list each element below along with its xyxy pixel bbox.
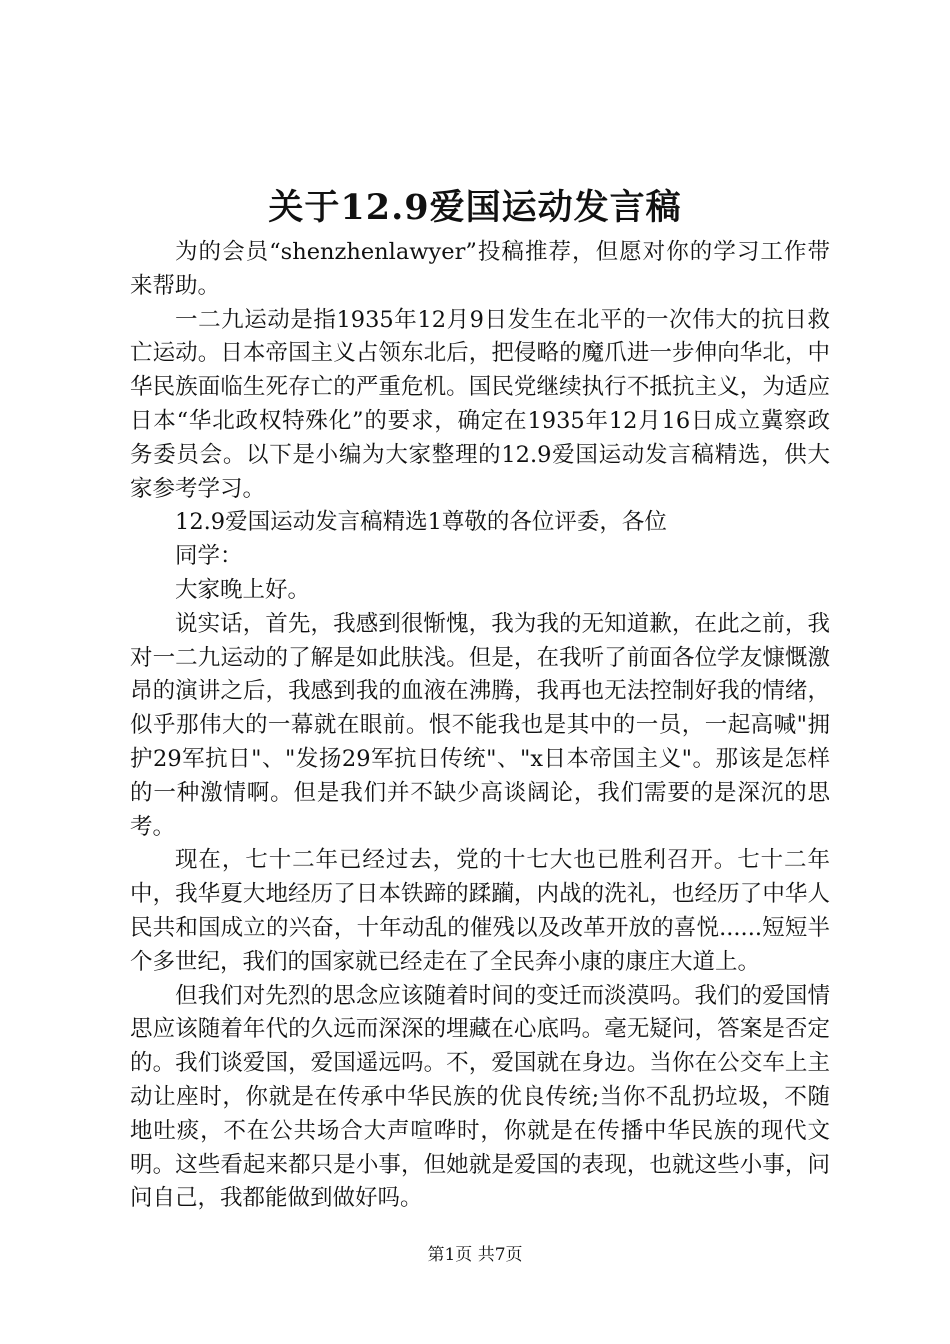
paragraph-salutation: 同学： [175, 543, 243, 570]
paragraph-greeting: 大家晚上好。 [175, 576, 311, 603]
paragraph-history: 现在，七十二年已经过去，党的十七大也已胜利召开。七十二年中，我华夏大地经历了日本铁蹄的蹂躏，内战的洗礼，也经历了中华人民共和国成立的兴奋，十年动乱的催残以及改革开放的喜悦......短短半个多世纪，我们的国家就已经走在了全民奔小康的康庄大道上。 [130, 847, 830, 975]
paragraph-background: 一二九运动是指1935年12月9日发生在北平的一次伟大的抗日救亡运动。日本帝国主义占领东北后，把侵略的魔爪进一步伸向华北，中华民族面临生死存亡的严重危机。国民党继续执行不抵抗主义，为适应日本“华北政权特殊化”的要求，确定在1935年12月16日成立冀察政务委员会。以下是小编为大家整理的12.9爱国运动发言稿精选，供大家参考学习。 [130, 306, 830, 502]
paragraph-speech-heading: 12.9爱国运动发言稿精选1尊敬的各位评委，各位 [175, 509, 667, 536]
paragraph-reflection: 说实话，首先，我感到很惭愧，我为我的无知道歉，在此之前，我对一二九运动的了解是如此肤浅。但是，在我听了前面各位学友慷慨激昂的演讲之后，我感到我的血液在沸腾，我再也无法控制好我的情绪，似乎那伟大的一幕就在眼前。恨不能我也是其中的一员，一起高喊"拥护29军抗日"、"发扬29军抗日传统"、"x日本帝国主义"。那该是怎样的一种激情啊。但是我们并不缺少高谈阔论，我们需要的是深沉的思考。 [130, 610, 830, 840]
document-body [130, 236, 830, 1216]
page-footer: 第1页 共7页 [427, 1245, 523, 1265]
document-title: 关于12.9爱国运动发言稿 [268, 187, 682, 228]
paragraph-intro: 为的会员“shenzhenlawyer”投稿推荐，但愿对你的学习工作带来帮助。 [130, 239, 830, 299]
paragraph-patriotism: 但我们对先烈的思念应该随着时间的变迁而淡漠吗。我们的爱国情思应该随着年代的久远而深深的埋藏在心底吗。毫无疑问，答案是否定的。我们谈爱国，爱国遥远吗。不，爱国就在身边。当你在公交车上主动让座时，你就是在传承中华民族的优良传统;当你不乱扔垃圾，不随地吐痰，不在公共场合大声喧哗时，你就是在传播中华民族的现代文明。这些看起来都只是小事，但她就是爱国的表现，也就这些小事，问问自己，我都能做到做好吗。 [130, 982, 830, 1212]
